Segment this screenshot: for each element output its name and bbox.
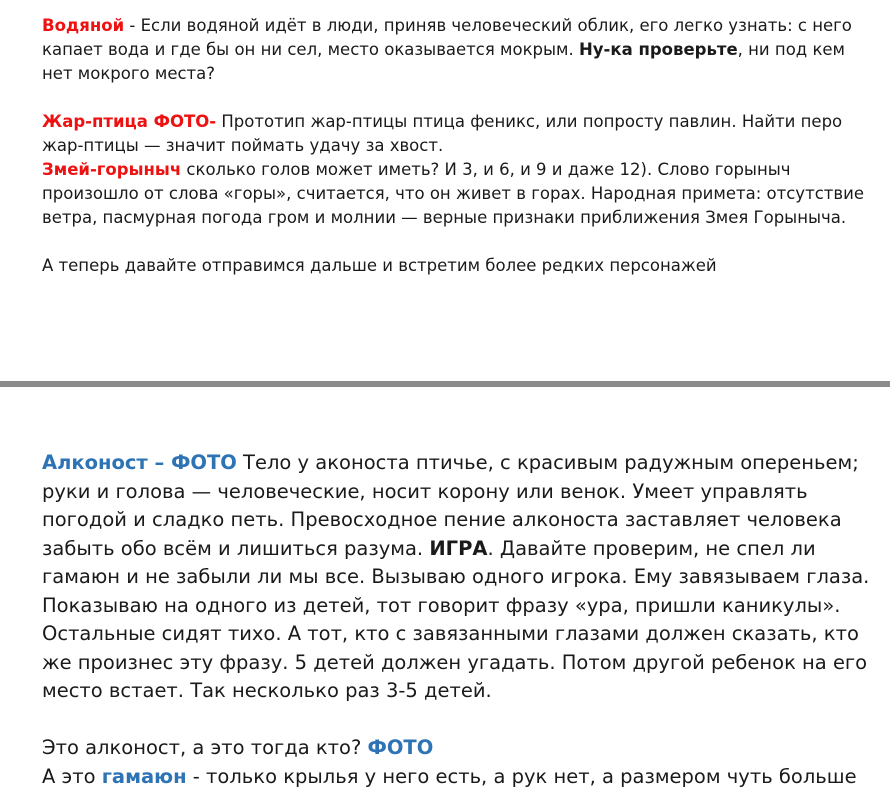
paragraph-question bbox=[42, 734, 877, 763]
page-two-text bbox=[42, 449, 877, 791]
text-vodyanoy: - Если водяной идёт в люди, приняв человеческий облик, его легко узнать: с него капает вода и где бы он ни сел, место оказывается мокрым. bbox=[42, 16, 852, 59]
heading-zmey: Змей-горыныч bbox=[42, 160, 182, 179]
paragraph-gap bbox=[42, 706, 877, 735]
paragraph-gamayun bbox=[42, 763, 877, 792]
text-zmey: сколько голов может иметь? И 3, и 6, и 9 и даже 12). Слово горыныч произошло от слова «горы», считается, что он живет в горах. Народная примета: отсутствие ветра, пасмурная погода гром и молнии — верные признаки приближения Змея Горыныча. bbox=[42, 160, 864, 227]
paragraph-vodyanoy bbox=[42, 14, 877, 86]
heading-vodyanoy: Водяной bbox=[42, 16, 125, 35]
emphasis-check: Ну-ка проверьте bbox=[578, 40, 738, 59]
page-one-text bbox=[42, 14, 877, 278]
paragraph-zmey bbox=[42, 158, 877, 230]
paragraph-alkonost bbox=[42, 449, 877, 706]
paragraph-outro: А теперь давайте отправимся дальше и встретим более редких персонажей bbox=[42, 256, 717, 275]
text-alkonost: Тело у аконоста птичье, с красивым радужным опереньем; руки и голова — человеческие, носит корону или венок. Умеет управлять погодой и сладко петь. Превосходное пение алконоста заставляет человека забыть обо всём и лишиться разума. bbox=[42, 451, 859, 560]
paragraph-gap bbox=[42, 86, 877, 110]
heading-alkonost: Алконост – ФОТО bbox=[42, 451, 237, 474]
photo-label: ФОТО bbox=[367, 736, 434, 759]
text-alkonost-game: . Давайте проверим, не спел ли гамаюн и не забыли ли мы все. Вызываю одного игрока. Ему завязываем глаза. Показываю на одного из детей, тот говорит фразу «ура, пришли каникулы». Остальные сидят тихо. А тот, кто с завязанными глазами должен сказать, кто же произнес эту фразу. 5 детей должен угадать. Потом другой ребенок на его место встает. Так несколько раз 3-5 детей. bbox=[42, 536, 870, 702]
heading-gamayun: гамаюн bbox=[101, 764, 187, 788]
text-gamayun: - только крылья у него есть, а рук нет, а размером чуть больше bbox=[186, 764, 857, 788]
text-question: Это алконост, а это тогда кто? bbox=[42, 736, 368, 759]
text-zhar-ptica: Прототип жар-птицы птица феникс, или попросту павлин. Найти перо жар-птицы — значит поймать удачу за хвост. bbox=[42, 112, 843, 155]
text-vodyanoy-end: , ни под кем нет мокрого места? bbox=[42, 40, 846, 83]
text-gamayun-prefix: А это bbox=[42, 764, 102, 788]
emphasis-game: ИГРА bbox=[429, 536, 488, 560]
paragraph-zhar-ptica bbox=[42, 110, 877, 158]
paragraph-gap bbox=[42, 230, 877, 254]
heading-zhar-ptica: Жар-птица ФОТО- bbox=[42, 112, 217, 131]
page-divider bbox=[0, 381, 890, 387]
